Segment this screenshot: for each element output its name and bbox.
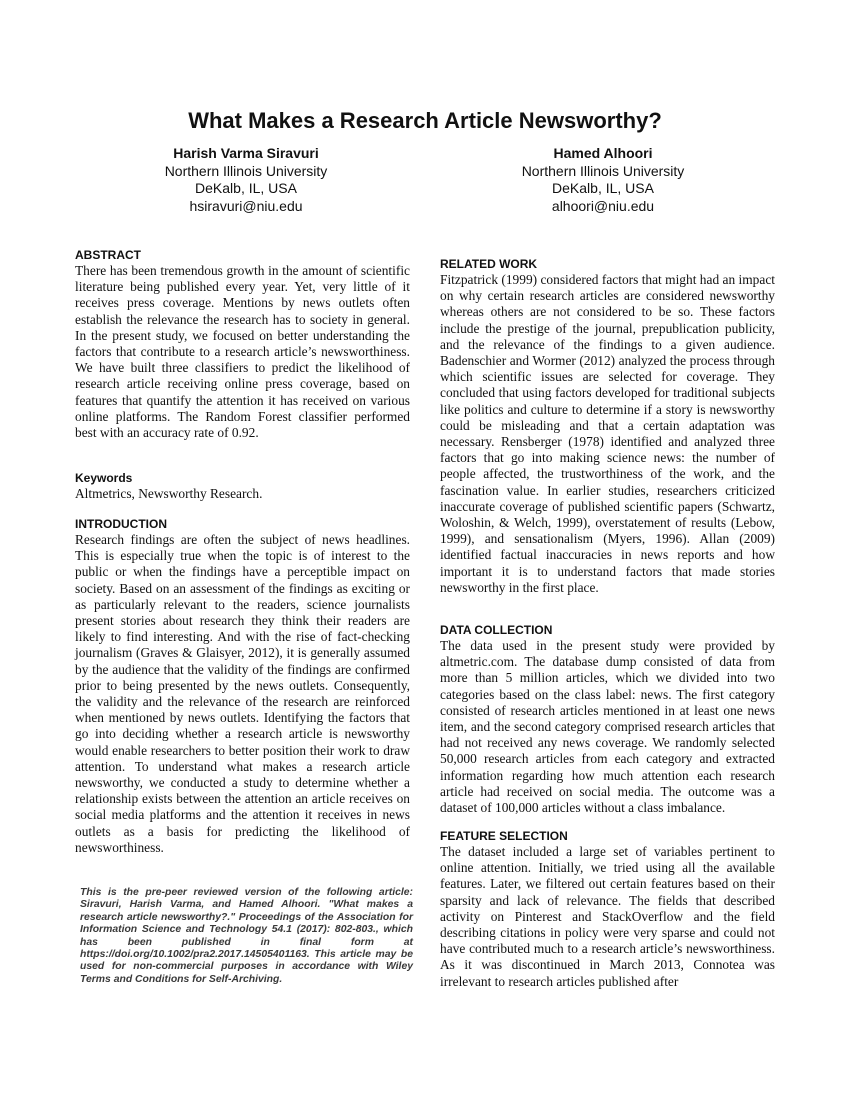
keywords-text: Altmetrics, Newsworthy Research. <box>75 486 263 501</box>
keywords-section <box>75 471 410 502</box>
related-work-heading: RELATED WORK <box>440 257 538 271</box>
data-collection-text: The data used in the present study were provided by altmetric.com. The database dump consisted of data from more than 5 million articles, which we divided into two categories based on the class label: news. The first category consisted of research articles mentioned in at least one news item, and the second category comprised research articles that had not received any news coverage. We randomly selected 50,000 research articles from each category and extracted information regarding how much attention each research article had received on social media. The outcome was a dataset of 100,000 articles without a class imbalance. <box>440 638 775 816</box>
author-block-1 <box>96 145 396 215</box>
abstract-heading: ABSTRACT <box>75 248 141 262</box>
feature-selection-section <box>440 829 775 990</box>
introduction-section <box>75 517 410 856</box>
data-collection-section <box>440 623 775 816</box>
introduction-text: Research findings are often the subject of news headlines. This is especially true when the topic is of interest to the public or when the findings have a perceptible impact on society. Based on an assessment of the findings as exciting or as particularly relevant to the readers, science journalists present stories about research they think their readers are likely to find interesting. And with the rise of fact-checking journalism (Graves & Glaisyer, 2012), it is generally assumed by the audience that the validity of the findings are confirmed prior to being presented by the news outlets. Consequently, the validity and the relevance of the research are reinforced when mentioned by news outlets. Identifying the factors that go into deciding whether a research article is newsworthy would enable researchers to better position their work to draw attention. To understand what makes a research article newsworthy, we conducted a study to determine whether a relationship exists between the attention an article receives on social media platforms and the attention it receives in news outlets as a basis for predicting the likelihood of newsworthiness. <box>75 532 410 855</box>
feature-selection-text: The dataset included a large set of variables pertinent to online attention. Initially, we tried using all the available features. Later, we filtered out certain features based on their sparsity and lack of relevance. The fields that described activity on Pinterest and StackOverflow and the field describing citations in policy were very sparse and could not have contributed much to a research article’s newsworthiness. As it was discontinued in March 2013, Connotea was irrelevant to research articles published after <box>440 844 775 989</box>
related-work-section <box>440 257 775 596</box>
author-block-2 <box>453 145 753 215</box>
author-location: DeKalb, IL, USA <box>195 180 297 196</box>
preprint-note: This is the pre-peer reviewed version of the following article: Siravuri, Harish Varma, and Hamed Alhoori. "What makes a research article newsworthy?." Proceedings of the Association for Information Science and Technology 54.1 (2017): 802-803., which has been published in final form at https://doi.org/10.1002/pra2.2017.14505401163. This article may be used for non-commercial purposes in accordance with Wiley Terms and Conditions for Self-Archiving. <box>80 887 413 985</box>
related-work-text: Fitzpatrick (1999) considered factors that might had an impact on why certain research articles are considered newsworthy whereas others are not considered to be so. These factors include the prestige of the journal, prepublication publicity, and the relevance of the findings to a given audience. Badenschier and Wormer (2012) analyzed the process through which scientific issues are selected for coverage. They concluded that using factors developed for traditional subjects like politics and culture to determine if a story is newsworthy could be misleading and that a certain adaptation was necessary. Rensberger (1978) identified and analyzed three factors that go into making science news: the number of people affected, the trustworthiness of the work, and the fascination value. In earlier studies, researchers criticized inaccurate coverage of published scientific papers (Schwartz, Woloshin, & Welch, 1999), overstatement of results (Lebow, 1999), and sensationalism (Myers, 1996). Allan (2009) identified factual inaccuracies in news reports and how important it is to understand factors that made stories newsworthy in the first place. <box>440 272 775 595</box>
author-location: DeKalb, IL, USA <box>552 180 654 196</box>
author-name: Hamed Alhoori <box>553 145 653 161</box>
paper-title: What Makes a Research Article Newsworthy? <box>188 108 662 133</box>
abstract-section <box>75 248 410 441</box>
keywords-heading: Keywords <box>75 471 133 485</box>
author-affiliation: Northern Illinois University <box>521 162 685 179</box>
author-email: hsiravuri@niu.edu <box>189 197 303 214</box>
data-collection-heading: DATA COLLECTION <box>440 623 553 637</box>
abstract-text: There has been tremendous growth in the amount of scientific literature being published every year. Yet, very little of it receives press coverage. Mentions by news outlets often establish the relevance the research has to society in general. In the present study, we focused on better understanding the factors that contribute to a research article’s newsworthiness. We have built three classifiers to predict the likelihood of research article receiving online press coverage, based on features that quantify the attention it has received on various online platforms. The Random Forest classifier performed best with an accuracy rate of 0.92. <box>75 263 410 441</box>
author-affiliation: Northern Illinois University <box>164 162 328 179</box>
author-name: Harish Varma Siravuri <box>173 145 319 161</box>
introduction-heading: INTRODUCTION <box>75 517 167 531</box>
author-email: alhoori@niu.edu <box>551 197 655 214</box>
feature-selection-heading: FEATURE SELECTION <box>440 829 568 843</box>
